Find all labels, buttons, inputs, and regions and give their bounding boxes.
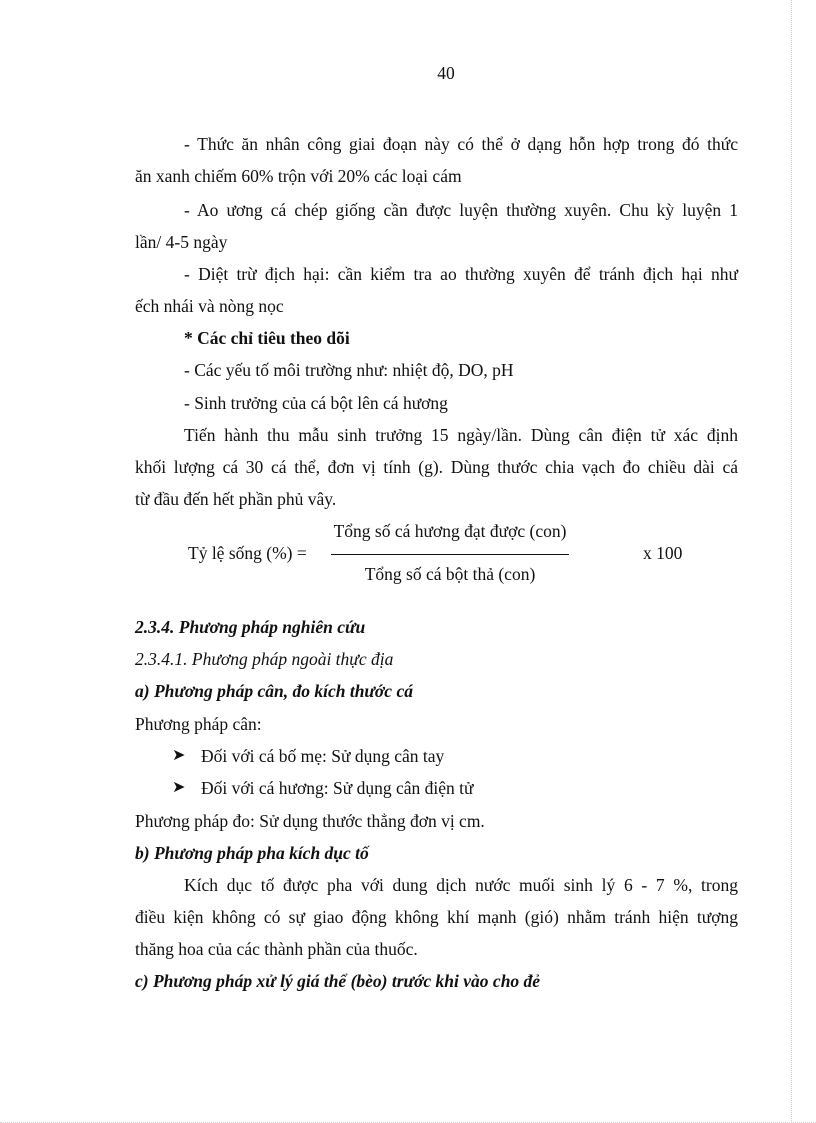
section-heading: 2.3.4. Phương pháp nghiên cứu	[135, 617, 366, 637]
subsection-b-title: b) Phương pháp pha kích dục tố	[135, 843, 369, 863]
paragraph-line: ếch nhái và nòng nọc	[135, 296, 284, 316]
paragraph-line: khối lượng cá 30 cá thể, đơn vị tính (g). Dùng thước chia vạch đo chiều dài cá	[135, 457, 738, 477]
subsection-heading: 2.3.4.1. Phương pháp ngoài thực địa	[135, 649, 394, 669]
arrow-bullet-icon: ➤	[172, 747, 186, 764]
list-item: Đối với cá hương: Sử dụng cân điện tử	[201, 778, 474, 798]
paragraph-line: Kích dục tố được pha với dung dịch nước muối sinh lý 6 - 7 %, trong	[184, 875, 738, 895]
paragraph-line: điều kiện không có sự giao động không khí mạnh (gió) nhằm tránh hiện tượng	[135, 907, 738, 927]
criteria-heading: * Các chỉ tiêu theo dõi	[184, 328, 350, 348]
formula-numerator: Tổng số cá hương đạt được (con)	[333, 521, 567, 541]
paragraph-line: Tiến hành thu mẫu sinh trưởng 15 ngày/lần. Dùng cân điện tử xác định	[184, 425, 738, 445]
paragraph-line: - Sinh trưởng của cá bột lên cá hương	[184, 393, 448, 413]
paragraph-line: lần/ 4-5 ngày	[135, 232, 228, 252]
formula-denominator: Tổng số cá bột thả (con)	[364, 564, 536, 584]
measure-method-line: Phương pháp đo: Sử dụng thước thẳng đơn vị cm.	[135, 811, 485, 831]
weigh-method-label: Phương pháp cân:	[135, 714, 262, 734]
fraction-bar	[331, 554, 569, 555]
arrow-bullet-icon: ➤	[172, 779, 186, 796]
page-number: 40	[437, 63, 455, 83]
page-edge-right	[791, 0, 792, 1123]
formula-label: Tỷ lệ sống (%) =	[188, 543, 307, 563]
formula-multiplier: x 100	[643, 543, 683, 563]
paragraph-line: - Ao ương cá chép giống cần được luyện thường xuyên. Chu kỳ luyện 1	[184, 200, 738, 220]
paragraph-line: ăn xanh chiếm 60% trộn với 20% các loại cám	[135, 166, 462, 186]
list-item: Đối với cá bố mẹ: Sử dụng cân tay	[201, 746, 445, 766]
subsection-c-title: c) Phương pháp xử lý giá thể (bèo) trước khi vào cho đẻ	[135, 971, 541, 991]
paragraph-line: - Các yếu tố môi trường như: nhiệt độ, DO, pH	[184, 360, 514, 380]
paragraph-line: - Thức ăn nhân công giai đoạn này có thể ở dạng hỗn hợp trong đó thức	[184, 134, 738, 154]
paragraph-line: - Diệt trừ địch hại: cần kiểm tra ao thường xuyên để tránh địch hại như	[184, 264, 738, 284]
paragraph-line: thăng hoa của các thành phần của thuốc.	[135, 939, 418, 959]
paragraph-line: từ đầu đến hết phần phủ vây.	[135, 489, 337, 509]
subsection-a-title: a) Phương pháp cân, đo kích thước cá	[135, 681, 413, 701]
